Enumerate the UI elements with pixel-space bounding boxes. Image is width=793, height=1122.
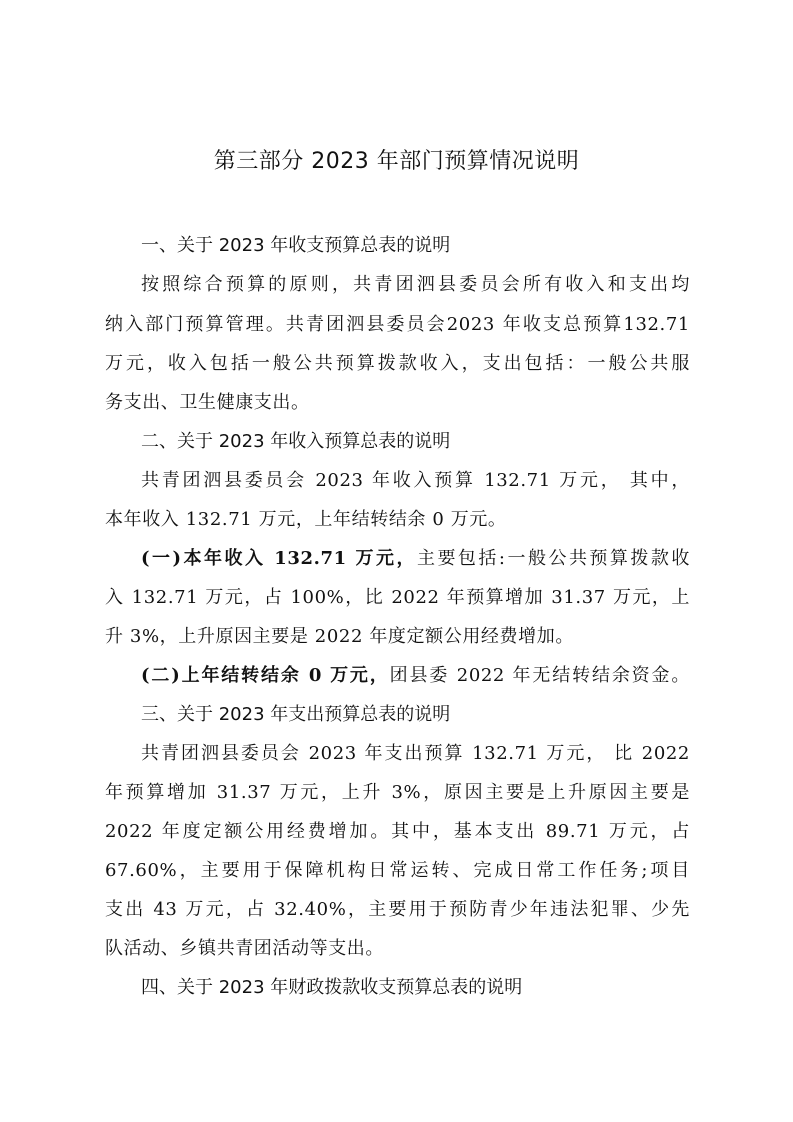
section-2-subsection-1-line (141, 545, 690, 573)
subsection-1-lead: (一)本年收入 132.71 万元， (141, 548, 417, 569)
section-3-paragraph-line: 67.60%，主要用于保障机构日常运转、完成日常工作任务;项目 (105, 860, 690, 881)
section-1-paragraph-line: 按照综合预算的原则，共青团泗县委员会所有收入和支出均 (141, 274, 690, 295)
section-3-paragraph-line: 支出 43 万元，占 32.40%，主要用于预防青少年违法犯罪、少先 (105, 899, 690, 920)
section-3-paragraph-line: 队活动、乡镇共青团活动等支出。 (105, 938, 384, 959)
section-3-paragraph-line: 年预算增加 31.37 万元，上升 3%，原因主要是上升原因主要是 (105, 782, 690, 803)
section-2-subsection-2-line (141, 662, 690, 690)
section-4-heading: 四、关于 2023 年财政拨款收支预算总表的说明 (141, 977, 523, 998)
section-1-paragraph-line: 万元，收入包括一般公共预算拨款收入，支出包括：一般公共服 (105, 353, 690, 374)
section-1-paragraph-line: 务支出、卫生健康支出。 (105, 392, 310, 413)
subsection-1-text: 主要包括:一般公共预算拨款收 (416, 548, 690, 569)
page-title: 第三部分 2023 年部门预算情况说明 (213, 149, 580, 174)
subsection-2-lead: (二)上年结转结余 0 万元， (141, 665, 390, 686)
section-1-heading: 一、关于 2023 年收支预算总表的说明 (141, 235, 451, 256)
section-3-paragraph-line: 共青团泗县委员会 2023 年支出预算 132.71 万元， 比 2022 (141, 743, 690, 764)
section-2-heading: 二、关于 2023 年收入预算总表的说明 (141, 431, 451, 452)
section-2-paragraph-line: 共青团泗县委员会 2023 年收入预算 132.71 万元， 其中， (141, 470, 690, 491)
section-3-paragraph-line: 2022 年度定额公用经费增加。其中，基本支出 89.71 万元，占 (105, 821, 690, 842)
section-2-subsection-1-line: 入 132.71 万元，占 100%，比 2022 年预算增加 31.37 万元，上 (105, 587, 690, 608)
section-3-heading: 三、关于 2023 年支出预算总表的说明 (141, 704, 451, 725)
section-2-subsection-1-line: 升 3%，上升原因主要是 2022 年度定额公用经费增加。 (105, 626, 574, 647)
subsection-2-text: 团县委 2022 年无结转结余资金。 (389, 665, 690, 686)
section-2-paragraph-line: 本年收入 132.71 万元，上年结转结余 0 万元。 (105, 509, 507, 530)
section-1-paragraph-line: 纳入部门预算管理。共青团泗县委员会2023 年收支总预算132.71 (105, 314, 690, 335)
